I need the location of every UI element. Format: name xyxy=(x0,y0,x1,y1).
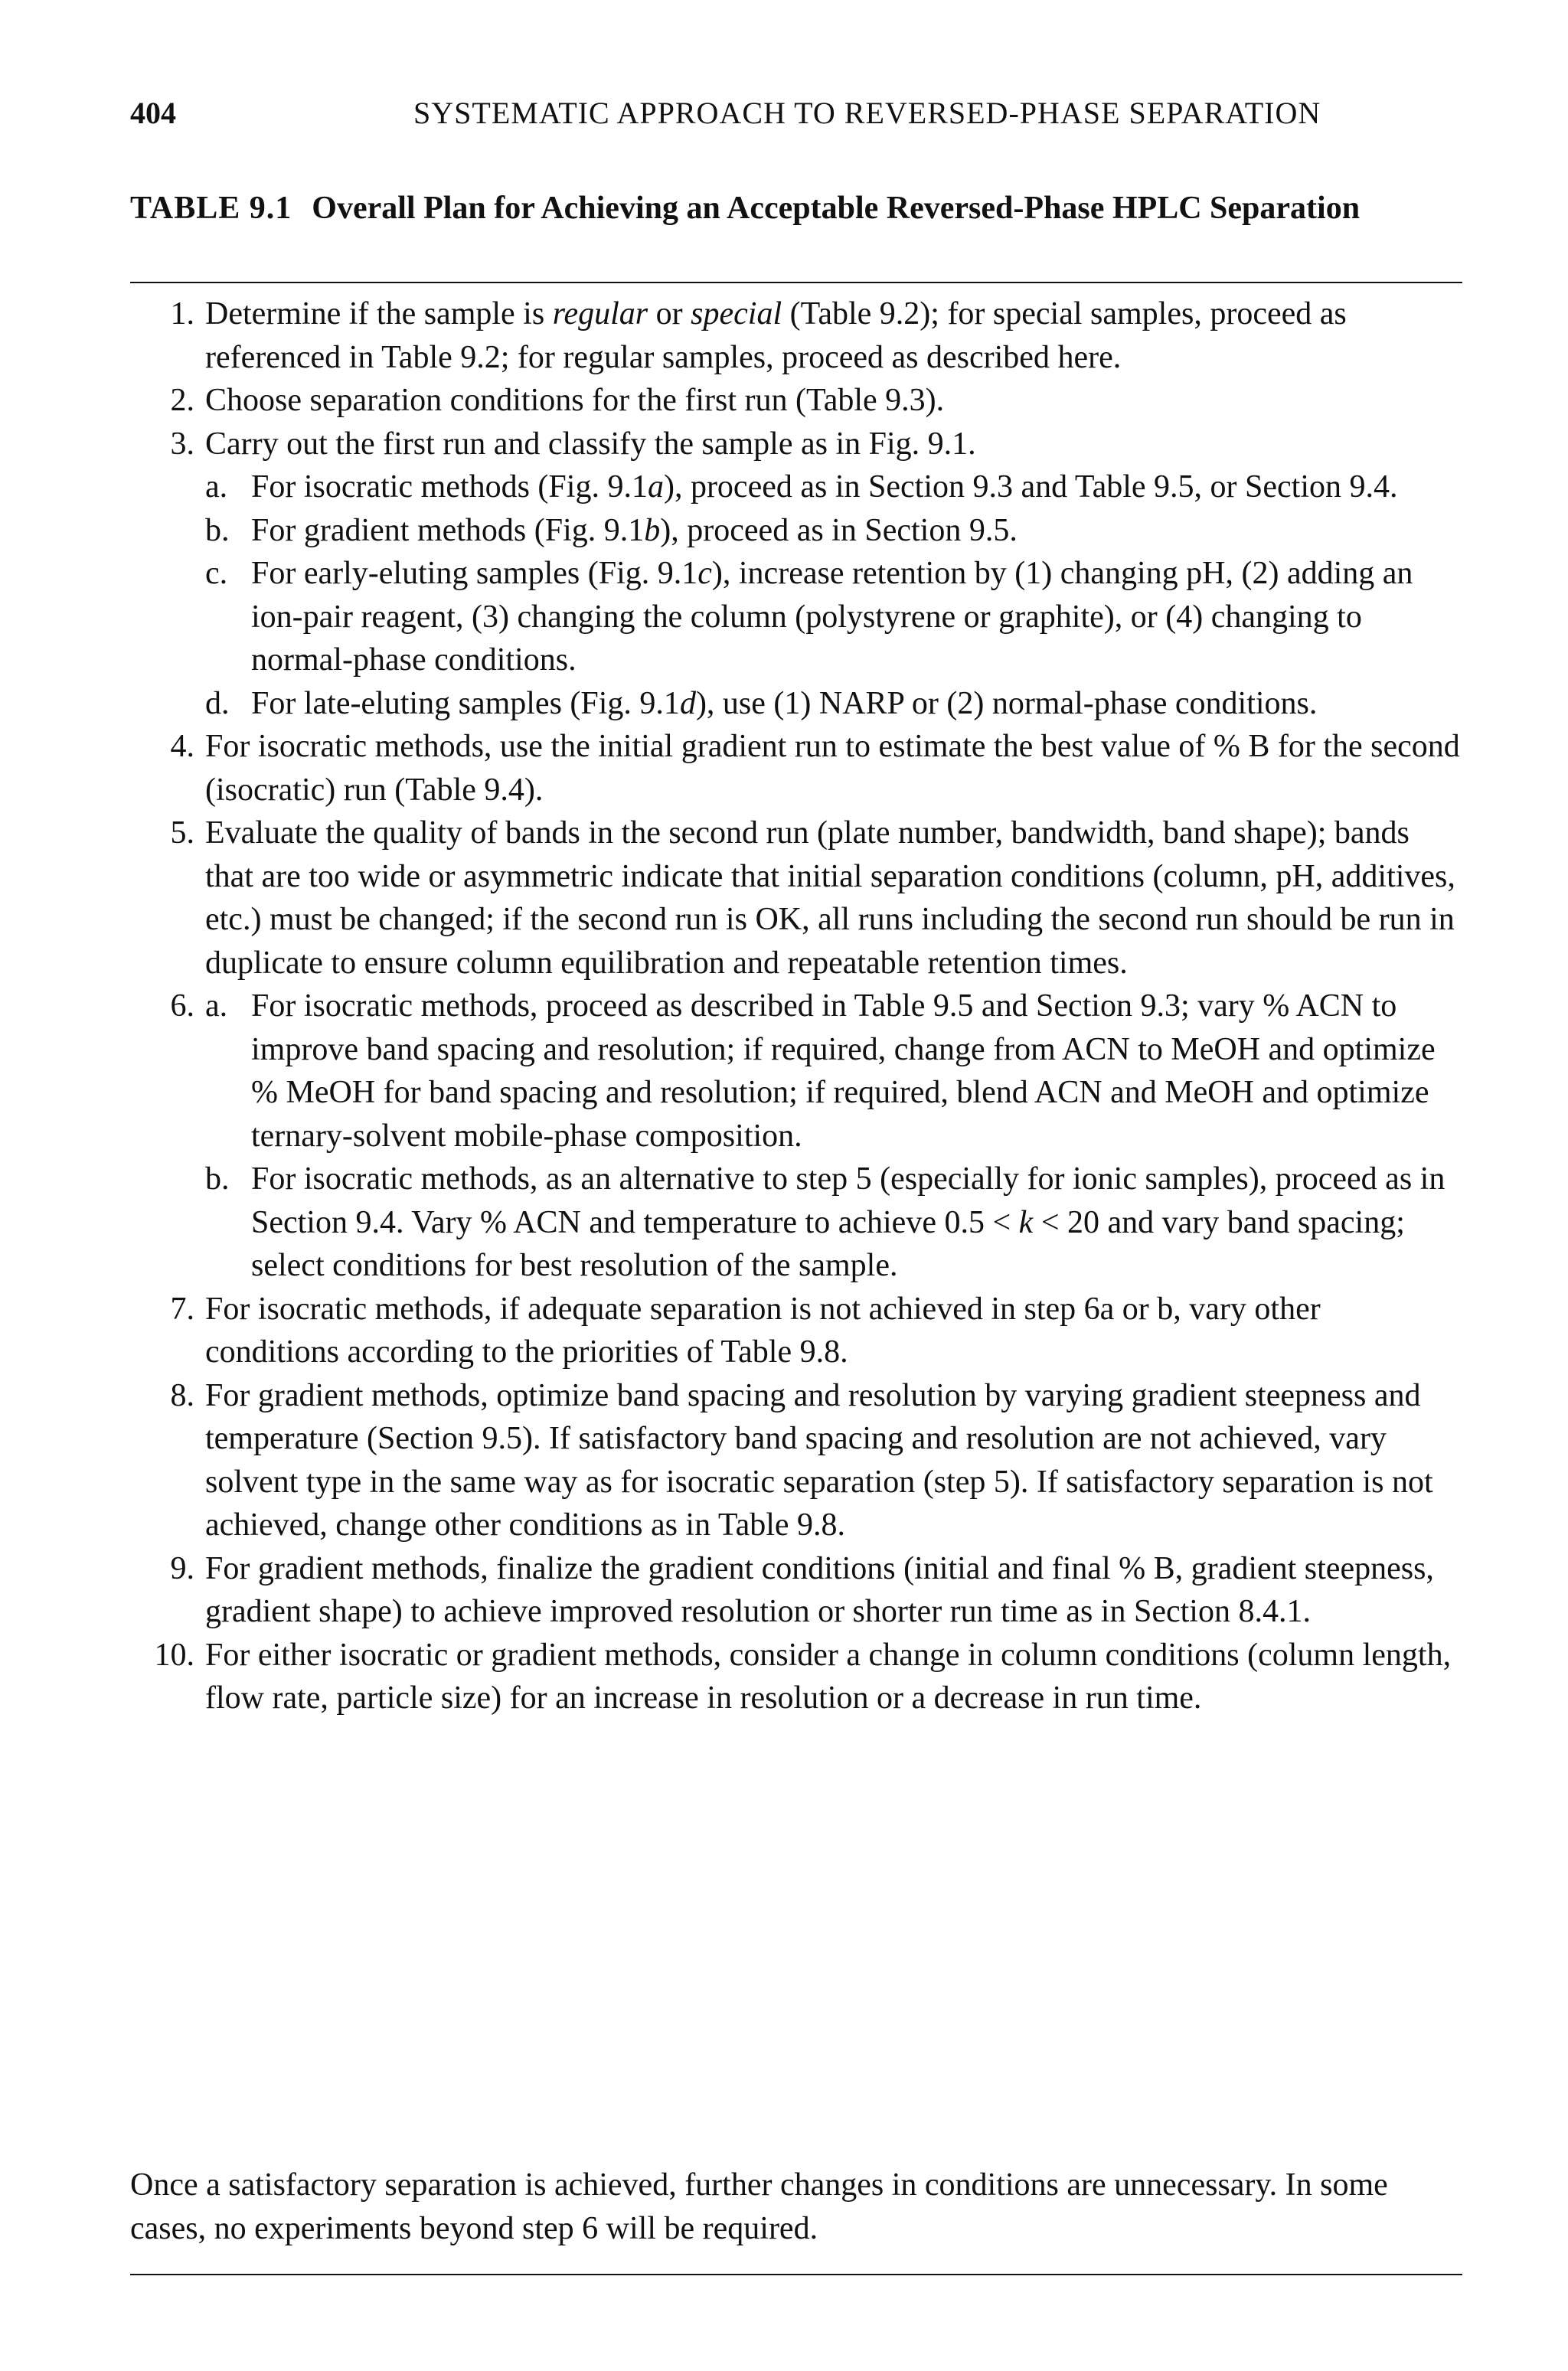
step-number: 2. xyxy=(170,383,194,418)
step-item xyxy=(130,423,1462,466)
step-sub-letter: b. xyxy=(205,512,230,548)
step-sub-letter: a. xyxy=(205,469,228,505)
step-item xyxy=(130,1374,1462,1547)
table-label: TABLE 9.1 xyxy=(130,191,292,226)
table-caption xyxy=(130,187,1462,230)
step-text: Determine if the sample is regular or special (Table 9.2); for special samples, proceed as referenced in Table 9.2; for regular samples, proceed as described here. xyxy=(205,296,1347,375)
step-item xyxy=(130,985,1462,1158)
step-item xyxy=(130,509,1462,553)
step-item xyxy=(130,1634,1462,1720)
step-text: For either isocratic or gradient methods, consider a change in column conditions (column length, flow rate, particle size) for an increase in resolution or a decrease in run time. xyxy=(205,1637,1452,1716)
step-item xyxy=(130,1158,1462,1288)
step-item xyxy=(130,725,1462,812)
step-text: For gradient methods (Fig. 9.1b), proceed as in Section 9.5. xyxy=(251,512,1018,548)
step-sub-letter: c. xyxy=(205,556,228,591)
step-item xyxy=(130,1547,1462,1634)
step-item xyxy=(130,292,1462,379)
step-number: 9. xyxy=(170,1550,194,1586)
step-text: For isocratic methods, as an alternative to step 5 (especially for ionic samples), proceed as in Section 9.4. Vary % ACN and temperature to achieve 0.5 < k < 20 and vary band spacing; select conditions for best resolution of the sample. xyxy=(251,1161,1446,1283)
step-sub-letter: d. xyxy=(205,685,230,721)
step-sub-letter: a. xyxy=(205,988,228,1024)
step-text: Choose separation conditions for the first run (Table 9.3). xyxy=(205,383,945,418)
step-number: 6. xyxy=(170,988,194,1024)
step-item xyxy=(130,812,1462,985)
table-top-rule xyxy=(130,282,1462,283)
step-text: For isocratic methods, if adequate separation is not achieved in step 6a or b, vary other conditions according to the priorities of Table 9.8. xyxy=(205,1291,1321,1370)
step-sub-letter: b. xyxy=(205,1161,230,1197)
running-header xyxy=(130,90,1462,136)
step-number: 10. xyxy=(154,1637,194,1673)
closing-paragraph: Once a satisfactory separation is achieved, further changes in conditions are unnecessary. In some cases, no experiments beyond step 6 will be required. xyxy=(130,2167,1388,2246)
step-number: 1. xyxy=(170,296,194,331)
running-title: SYSTEMATIC APPROACH TO REVERSED-PHASE SEPARATION xyxy=(413,96,1321,130)
step-number: 3. xyxy=(170,426,194,462)
step-item xyxy=(130,682,1462,726)
table-bottom-rule xyxy=(130,2274,1462,2275)
step-text: For gradient methods, optimize band spacing and resolution by varying gradient steepness and temperature (Section 9.5). If satisfactory band spacing and resolution are not achieved, vary solvent type in the same way as for isocratic separation (step 5). If satisfactory separation is not achieved, change other conditions as in Table 9.8. xyxy=(205,1377,1433,1543)
step-text: Carry out the first run and classify the sample as in Fig. 9.1. xyxy=(205,426,976,462)
step-number: 7. xyxy=(170,1291,194,1327)
step-item xyxy=(130,552,1462,682)
step-text: Evaluate the quality of bands in the second run (plate number, bandwidth, band shape); bands that are too wide or asymmetric indicate that initial separation conditions (column, pH, additives, etc.) must be changed; if the second run is OK, all runs including the second run should be run in duplicate to ensure column equilibration and repeatable retention times. xyxy=(205,815,1455,981)
step-number: 8. xyxy=(170,1377,194,1413)
page-number: 404 xyxy=(130,96,176,130)
step-text: For isocratic methods, proceed as described in Table 9.5 and Section 9.3; vary % ACN to improve band spacing and resolution; if required, change from ACN to MeOH and optimize % MeOH for band spacing and resolution; if required, blend ACN and MeOH and optimize ternary-solvent mobile-phase composition. xyxy=(251,988,1436,1154)
step-item xyxy=(130,379,1462,423)
step-number: 4. xyxy=(170,729,194,764)
step-text: For late-eluting samples (Fig. 9.1d), use (1) NARP or (2) normal-phase conditions. xyxy=(251,685,1318,721)
step-item xyxy=(130,1288,1462,1374)
step-item xyxy=(130,465,1462,509)
step-text: For gradient methods, finalize the gradient conditions (initial and final % B, gradient steepness, gradient shape) to achieve improved resolution or shorter run time as in Section 8.4.1. xyxy=(205,1550,1434,1629)
step-text: For isocratic methods, use the initial gradient run to estimate the best value of % B for the second (isocratic) run (Table 9.4). xyxy=(205,729,1460,808)
step-list xyxy=(130,292,1462,1720)
step-text: For early-eluting samples (Fig. 9.1c), increase retention by (1) changing pH, (2) adding an ion-pair reagent, (3) changing the column (polystyrene or graphite), or (4) changing to normal-phase conditions. xyxy=(251,556,1413,678)
step-number: 5. xyxy=(170,815,194,851)
step-text: For isocratic methods (Fig. 9.1a), proceed as in Section 9.3 and Table 9.5, or Section 9.4. xyxy=(251,469,1398,505)
table-title: Overall Plan for Achieving an Acceptable Reversed-Phase HPLC Separation xyxy=(312,191,1361,226)
